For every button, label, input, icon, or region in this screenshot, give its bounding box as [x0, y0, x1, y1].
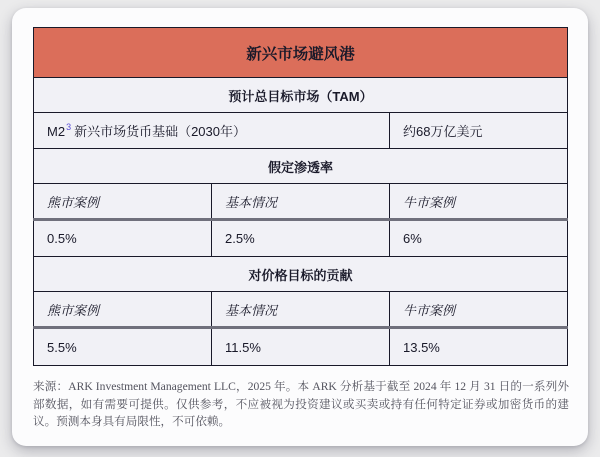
footnote-ref-3: 3 — [66, 121, 72, 132]
safe-haven-table — [33, 27, 568, 366]
tam-value-cell: 约68万亿美元 — [390, 113, 568, 149]
penetration-case-header-row — [34, 184, 568, 220]
contribution-base-case-header: 基本情况 — [212, 292, 390, 328]
contribution-base-value: 11.5% — [212, 328, 390, 366]
penetration-bull-value: 6% — [390, 220, 568, 257]
contribution-case-header-row — [34, 292, 568, 328]
tam-section-header-row — [34, 78, 568, 113]
contribution-section-header: 对价格目标的贡献 — [34, 257, 568, 292]
penetration-base-value: 2.5% — [212, 220, 390, 257]
penetration-base-case-header: 基本情况 — [212, 184, 390, 220]
tam-label-suffix: 新兴市场货币基础（2030年） — [74, 124, 246, 139]
tam-data-row — [34, 113, 568, 149]
tam-label-cell — [34, 113, 390, 149]
report-card — [12, 8, 588, 446]
contribution-value-row — [34, 328, 568, 366]
penetration-bear-case-header: 熊市案例 — [34, 184, 212, 220]
source-footnote: 来源：ARK Investment Management LLC，2025 年。本 ARK 分析基于截至 2024 年 12 月 31 日的一系列外部数据，如有需要可提供。仅供参考，不应被视为投资建议或买卖或持有任何特定证券或加密货币的建议。预测本身具有局限性，不可依赖。 — [33, 380, 569, 429]
table-title-row — [34, 28, 568, 78]
penetration-value-row — [34, 220, 568, 257]
penetration-section-header: 假定渗透率 — [34, 149, 568, 184]
tam-section-header: 预计总目标市场（TAM） — [34, 78, 568, 113]
penetration-section-header-row — [34, 149, 568, 184]
penetration-bull-case-header: 牛市案例 — [390, 184, 568, 220]
contribution-bear-case-header: 熊市案例 — [34, 292, 212, 328]
contribution-bear-value: 5.5% — [34, 328, 212, 366]
tam-label-prefix: M2 — [47, 124, 66, 139]
contribution-bull-case-header: 牛市案例 — [390, 292, 568, 328]
penetration-bear-value: 0.5% — [34, 220, 212, 257]
contribution-section-header-row — [34, 257, 568, 292]
contribution-bull-value: 13.5% — [390, 328, 568, 366]
table-title: 新兴市场避风港 — [34, 28, 568, 78]
